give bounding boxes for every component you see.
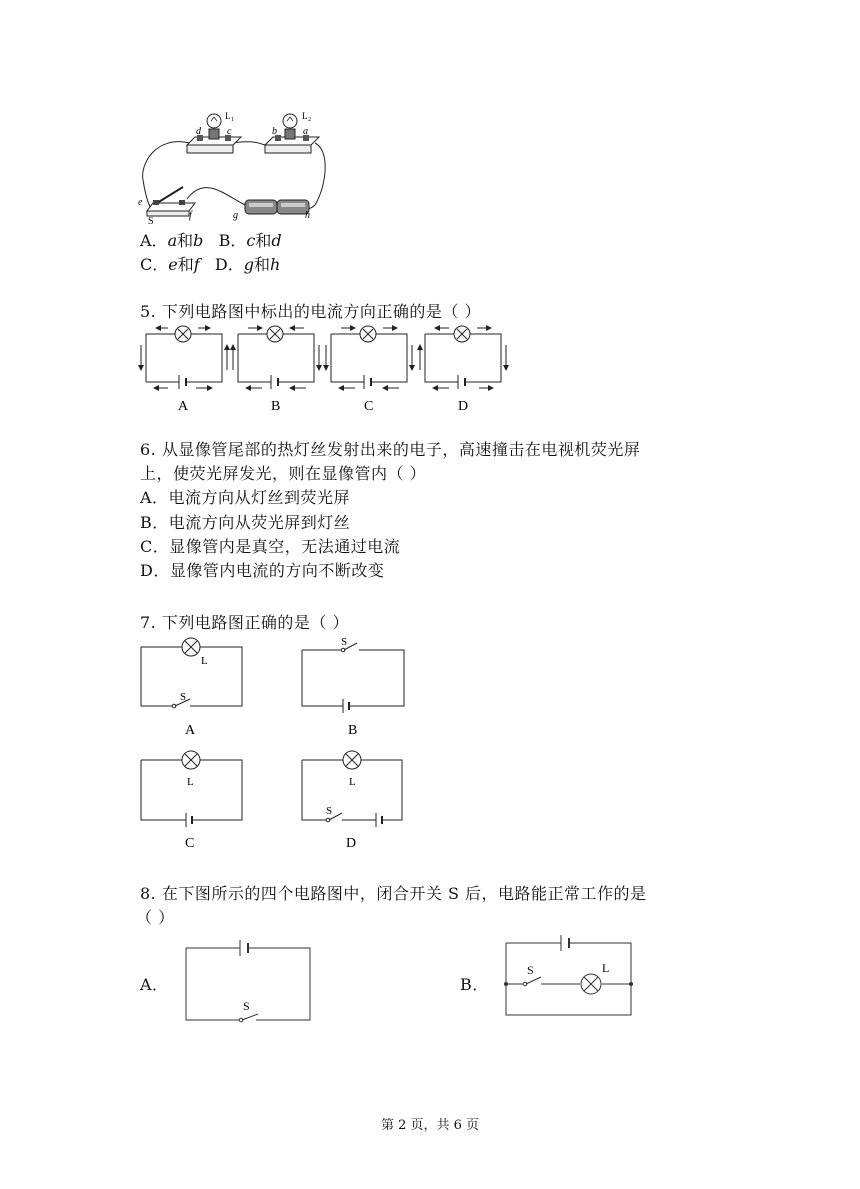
q4-option-d-letter: D． [214, 255, 244, 274]
label-L1-sub: 1 [231, 117, 234, 123]
q7-label-a: A [185, 723, 196, 738]
q4-option-a-letter: A． [140, 231, 168, 250]
q8-option-a-label: A． [140, 975, 169, 994]
q5-circuit-d [420, 326, 506, 389]
q4-option-b-v2: d [271, 231, 282, 250]
q4-options-row-2 [140, 252, 280, 275]
q7-circuits-figure [138, 633, 418, 853]
label-L2-sub: 2 [308, 117, 311, 123]
q4-option-b-letter: B． [218, 231, 247, 250]
q8-b-lamp-label: L [602, 961, 610, 975]
label-a: a [303, 126, 308, 137]
q5-circuit-b [233, 326, 319, 389]
q4-option-a-v2: b [193, 231, 204, 250]
q4-option-b-v1: c [246, 231, 256, 250]
q7-circuit-d [302, 751, 402, 851]
q5-circuits-figure [138, 320, 518, 415]
q4-option-a-v1: a [167, 231, 178, 250]
q4-option-d-v2: h [270, 255, 281, 274]
q4-option-c-v1: e [168, 255, 178, 274]
q7-circuit-c [141, 751, 242, 851]
q5-stem: 5. 下列电路图中标出的电流方向正确的是（ ） [140, 302, 481, 321]
label-c: c [227, 126, 232, 137]
q6-stem-line-1: 6. 从显像管尾部的热灯丝发射出来的电子，高速撞击在电视机荧光屏 [140, 440, 641, 459]
label-g: g [233, 210, 238, 221]
q7-circuit-b [302, 636, 404, 738]
label-S: S [148, 216, 154, 225]
q6-option-a: A．电流方向从灯丝到荧光屏 [140, 488, 351, 507]
label-d: d [196, 126, 201, 137]
q4-option-c-v2: f [193, 255, 200, 274]
q6-option-c: C．显像管内是真空，无法通过电流 [140, 537, 401, 556]
q5-label-a: A [178, 399, 189, 414]
q8-option-b-label: B． [460, 975, 489, 994]
label-L2: L [302, 111, 308, 121]
q4-option-a-mid: 和 [177, 231, 194, 250]
q4-option-d-v1: g [243, 255, 255, 274]
q8-b-switch-label: S [527, 963, 534, 977]
q8-circuit-a [184, 936, 314, 1026]
q7-label-b: B [348, 723, 358, 738]
q4-option-d-mid: 和 [254, 255, 271, 274]
q4-circuit-figure [135, 105, 335, 225]
page-footer: 第 2 页，共 6 页 [380, 1118, 480, 1133]
q7-circuit-a [141, 638, 242, 738]
label-h: h [305, 210, 310, 221]
q5-label-b: B [271, 399, 281, 414]
q6-stem-line-2: 上，使荧光屏发光，则在显像管内（ ） [140, 464, 427, 483]
label-b: b [272, 126, 277, 137]
q4-option-c-letter: C． [140, 255, 169, 274]
q4-option-b-mid: 和 [255, 231, 272, 250]
q5-circuit-c [326, 326, 412, 389]
q7-b-switch-label: S [341, 636, 348, 648]
q8-a-switch-label: S [243, 999, 250, 1013]
q7-label-d: D [346, 836, 357, 851]
q8-stem-line-1: 8. 在下图所示的四个电路图中，闭合开关 S 后，电路能正常工作的是 [140, 884, 647, 903]
q7-a-switch-label: S [180, 691, 187, 703]
q4-option-c-mid: 和 [177, 255, 194, 274]
q5-label-c: C [364, 399, 374, 414]
q4-options-row-1 [140, 228, 282, 251]
q7-c-lamp-label: L [187, 776, 194, 788]
q7-a-lamp-label: L [201, 655, 208, 667]
label-e: e [138, 197, 143, 208]
q5-label-d: D [458, 399, 469, 414]
q5-circuit-a [141, 326, 227, 389]
q7-label-c: C [185, 836, 195, 851]
q7-d-lamp-label: L [349, 776, 356, 788]
q6-option-b: B．电流方向从荧光屏到灯丝 [140, 513, 351, 532]
q7-stem: 7. 下列电路图正确的是（ ） [140, 613, 349, 632]
q6-option-d: D．显像管内电流的方向不断改变 [140, 561, 385, 580]
q7-d-switch-label: S [326, 805, 333, 817]
label-L1: L [225, 111, 231, 121]
q8-stem-line-2: （ ） [136, 908, 175, 927]
label-f: f [189, 210, 192, 221]
q8-circuit-b [503, 933, 635, 1021]
